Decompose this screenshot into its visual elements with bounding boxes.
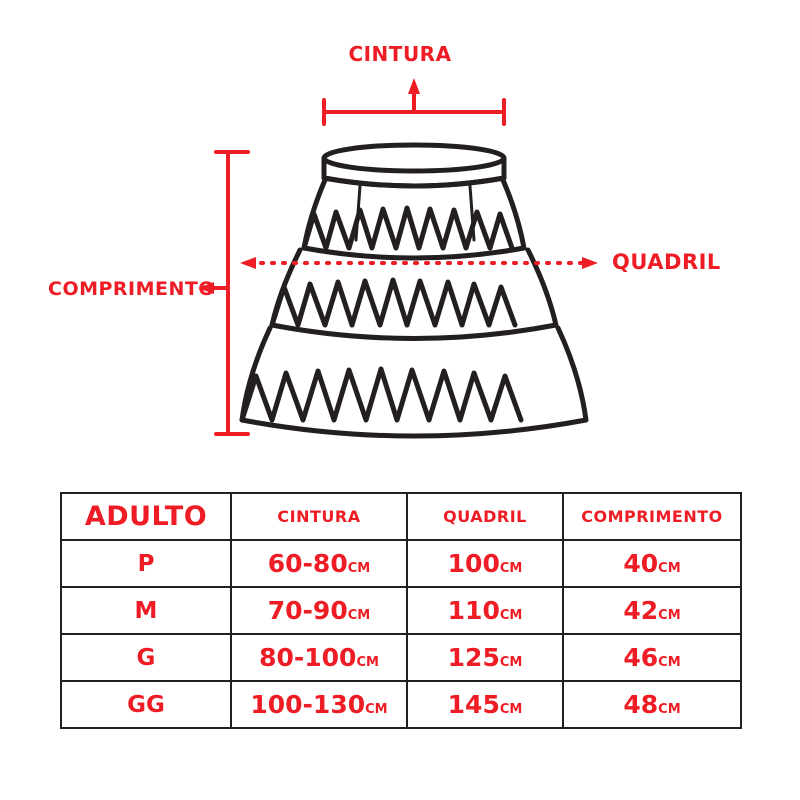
table-row	[61, 587, 741, 634]
row-p-quadril	[407, 540, 563, 587]
unit-text: CM	[499, 561, 523, 576]
unit-text: CM	[365, 702, 388, 717]
row-g-comprimento	[563, 634, 741, 681]
value-text: 42	[623, 596, 659, 625]
table-header-cintura: CINTURA	[231, 493, 407, 540]
unit-text: CM	[356, 655, 379, 670]
value-text: 145	[447, 690, 500, 719]
table-header-quadril: QUADRIL	[407, 493, 563, 540]
table-row	[61, 634, 741, 681]
unit-text: CM	[499, 608, 523, 623]
table-header-comprimento: COMPRIMENTO	[563, 493, 741, 540]
row-g-cintura	[231, 634, 407, 681]
size-table	[60, 492, 742, 729]
value-text: 80-100	[259, 643, 357, 672]
table-row	[61, 540, 741, 587]
row-size-g: G	[61, 634, 231, 681]
unit-text: CM	[347, 561, 371, 576]
value-text: 100-130	[250, 690, 366, 719]
row-size-m: M	[61, 587, 231, 634]
row-g-quadril	[407, 634, 563, 681]
label-cintura: CINTURA	[348, 42, 452, 66]
unit-text: CM	[658, 561, 681, 576]
value-text: 60-80	[267, 549, 348, 578]
quadril-arrow-head-right	[582, 257, 598, 269]
value-text: 70-90	[267, 596, 348, 625]
unit-text: CM	[658, 655, 681, 670]
value-text: 40	[623, 549, 659, 578]
row-p-cintura	[231, 540, 407, 587]
value-text: 110	[447, 596, 500, 625]
label-quadril: QUADRIL	[612, 250, 721, 274]
row-m-cintura	[231, 587, 407, 634]
value-text: 48	[623, 690, 659, 719]
value-text: 46	[623, 643, 659, 672]
row-size-gg: GG	[61, 681, 231, 728]
table-row	[61, 681, 741, 728]
table-header-adulto: ADULTO	[61, 493, 231, 540]
value-text: 125	[447, 643, 500, 672]
row-gg-comprimento	[563, 681, 741, 728]
row-gg-cintura	[231, 681, 407, 728]
unit-text: CM	[658, 702, 681, 717]
quadril-arrow-head-left	[240, 257, 256, 269]
unit-text: CM	[499, 655, 523, 670]
label-comprimento: COMPRIMENTO	[48, 278, 216, 300]
row-gg-quadril	[407, 681, 563, 728]
row-size-p: P	[61, 540, 231, 587]
unit-text: CM	[347, 608, 371, 623]
row-m-comprimento	[563, 587, 741, 634]
table-header-row	[61, 493, 741, 540]
row-m-quadril	[407, 587, 563, 634]
skirt-drawing	[242, 145, 586, 436]
cintura-arrow-head	[408, 78, 420, 94]
value-text: 100	[447, 549, 500, 578]
unit-text: CM	[658, 608, 681, 623]
row-p-comprimento	[563, 540, 741, 587]
unit-text: CM	[499, 702, 523, 717]
